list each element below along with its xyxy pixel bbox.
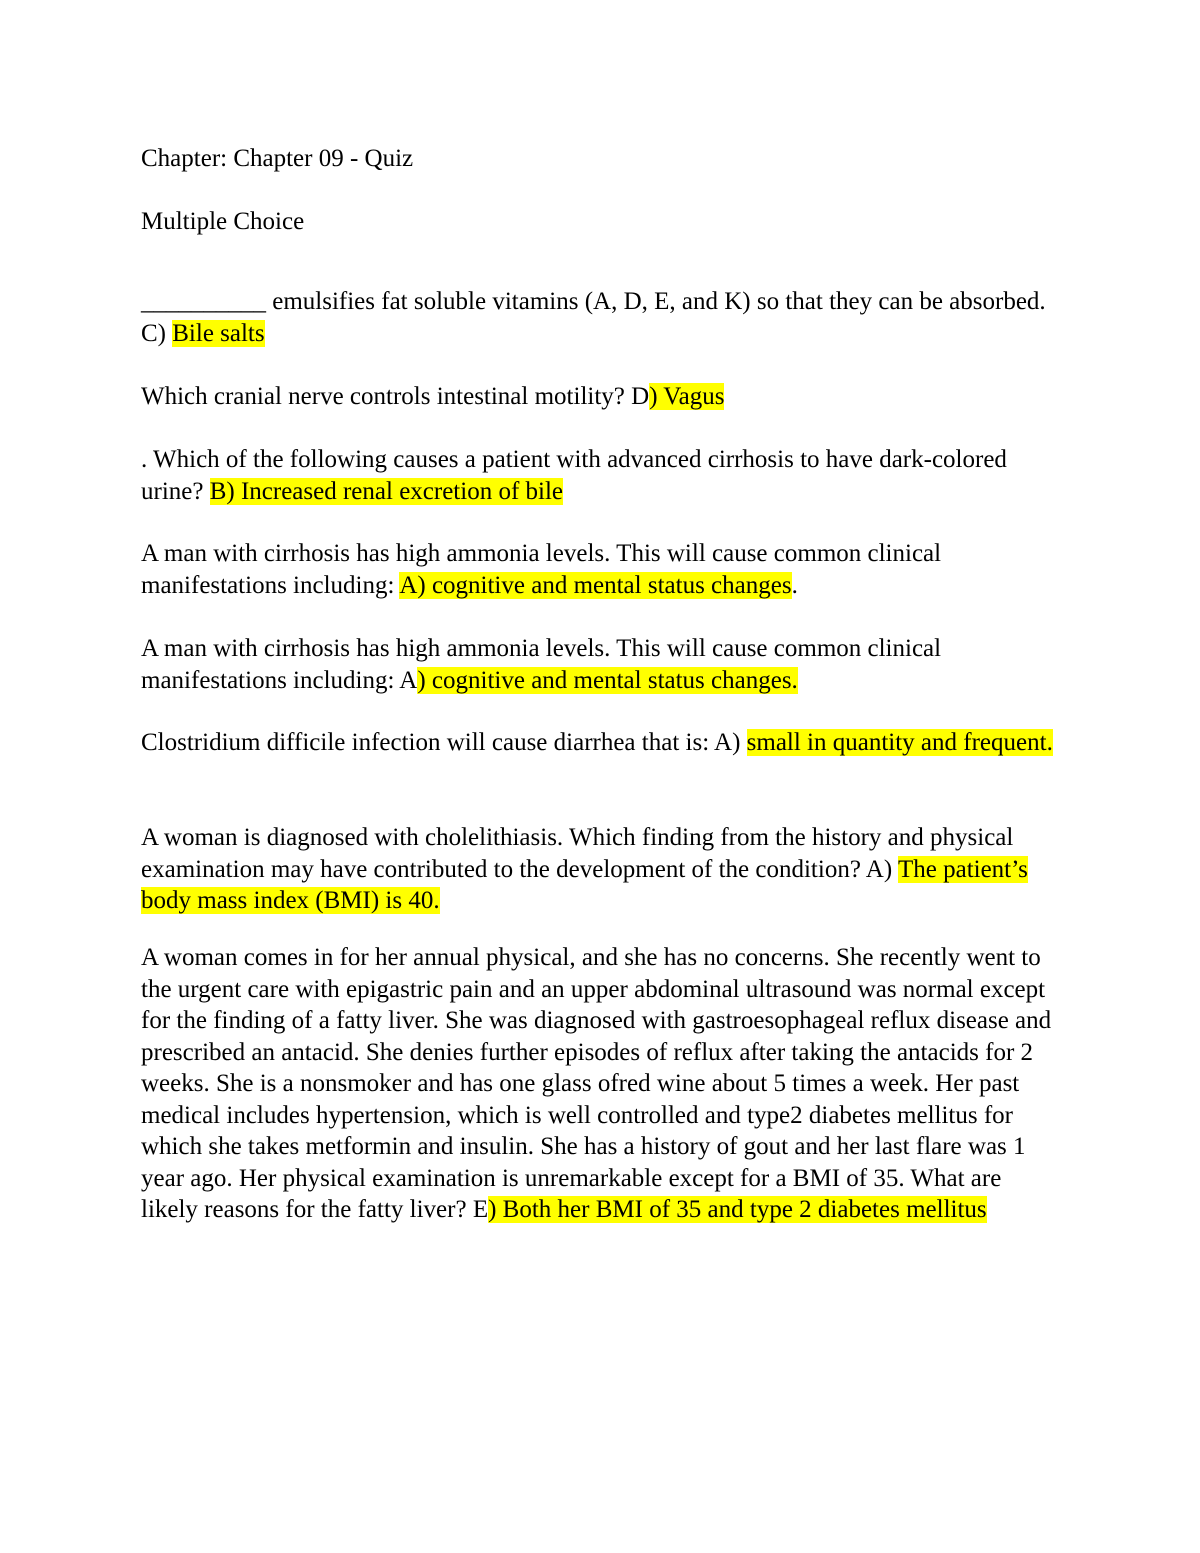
question-5-prompt: A man with cirrhosis has high ammonia levels. This will cause common clinical manifestations including: A: [141, 635, 942, 694]
question-3-prompt: . Which of the following causes a patient with advanced cirrhosis to have dark-colored urine?: [141, 446, 1007, 505]
question-8-answer: ) Both her BMI of 35 and type 2 diabetes mellitus: [488, 1196, 987, 1223]
question-3-answer: B) Increased renal excretion of bile: [209, 477, 564, 505]
question-2-prompt: Which cranial nerve controls intestinal motility? D: [141, 383, 650, 410]
question-3: [141, 444, 1061, 507]
question-4: [141, 538, 1061, 601]
section-title: Multiple Choice: [141, 208, 305, 235]
chapter-heading: Chapter: Chapter 09 - Quiz: [141, 145, 414, 172]
question-4-prompt: A man with cirrhosis has high ammonia levels. This will cause common clinical manifestations including:: [141, 540, 942, 599]
question-6-answer: small in quantity and frequent.: [746, 729, 1053, 756]
question-4-trailing: .: [791, 571, 798, 599]
question-8-prompt: A woman comes in for her annual physical, and she has no concerns. She recently went to the urgent care with epigastric pain and an upper abdominal ultrasound was normal except for the finding of a fatty liver. She was diagnosed with gastroesophageal reflux disease and prescribed an antacid. She denies further episodes of reflux after taking the antacids for 2 weeks. She is a nonsmoker and has one glass ofred wine about 5 times a week. Her past medical includes hypertension, which is well controlled and type2 diabetes mellitus for which she takes metformin and insulin. She has a history of gout and her last flare was 1 year ago. Her physical examination is unremarkable except for a BMI of 35. What are likely reasons for the fatty liver? E: [141, 944, 1052, 1223]
question-2: [141, 381, 1061, 413]
question-1-answer: Bile salts: [172, 319, 265, 347]
question-1: [141, 286, 1061, 349]
question-7: [141, 822, 1061, 917]
question-6-prompt: Clostridium difficile infection will cause diarrhea that is: A): [141, 729, 747, 756]
question-4-answer: A) cognitive and mental status changes: [399, 571, 792, 599]
question-2-answer: ) Vagus: [649, 383, 725, 410]
question-7-answer: The patient’s body mass index (BMI) is 40.: [141, 855, 1028, 914]
question-6: [141, 727, 1061, 759]
question-5-answer: ) cognitive and mental status changes.: [417, 666, 798, 694]
question-1-prompt: __________ emulsifies fat soluble vitamins (A, D, E, and K) so that they can be absorbed. C): [141, 288, 1046, 347]
question-8: [141, 942, 1061, 1226]
question-5: [141, 633, 1061, 696]
question-7-prompt: A woman is diagnosed with cholelithiasis. Which finding from the history and physical examination may have contributed to the development of the condition? A): [141, 824, 1014, 883]
